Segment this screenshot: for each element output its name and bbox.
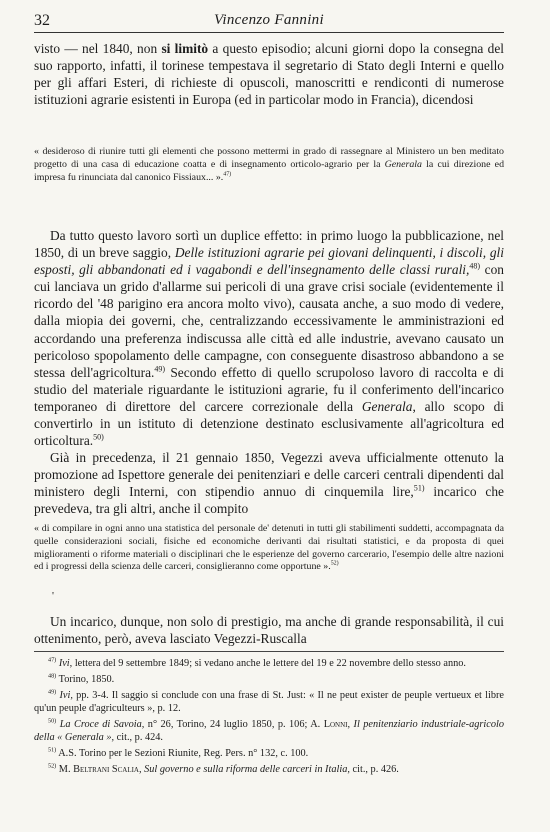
text-run: , allo scopo di convertirlo in un istituto di detenzione destinato esclusivamente all'agricoltura ed orticoltura. — [34, 398, 504, 449]
text-run: pp. 3-4. Il saggio si conclude con una frase di St. Just: « Il ne peut exister de peuple vertueux et libre qu'un peuple d'agriculteurs », p. 12. — [34, 689, 504, 714]
text-run: Un incarico, dunque, non solo di prestigio, ma anche di grande responsabilità, il cui ottenimento, però, aveva lasciato Vegezzi-Ruscalla — [34, 614, 504, 647]
text-run: la cui direzione ed impresa fu rinunciata dal canonico Fissiaux... ». — [34, 158, 505, 183]
text-run: visto — nel 1840, non — [34, 41, 162, 56]
page-number: 32 — [34, 12, 50, 29]
text-run: lettera del 9 settembre 1849; si vedano anche le lettere del 19 e 22 novembre dello stesso anno. — [72, 658, 466, 669]
text-run: Beltrani Scalia — [73, 763, 139, 775]
page-header — [34, 10, 504, 33]
text-run: n° 26, Torino, 24 luglio 1850, p. 106; A. — [144, 718, 324, 730]
text-run: cit., p. 426. — [349, 763, 399, 775]
text-run: Da tutto questo lavoro sortì un duplice effetto: in primo luogo la pubblicazione, nel 1850, di un breve saggio, — [34, 228, 504, 261]
paragraph-1 — [34, 40, 504, 108]
quotation-1 — [34, 146, 504, 184]
footnote-number: 52) — [48, 762, 57, 770]
footnote-51 — [34, 747, 504, 760]
footnote-ref: 47) — [223, 171, 232, 178]
running-head: Vincenzo Fannini — [214, 12, 324, 28]
footnote-number: 48) — [48, 672, 57, 680]
paragraph-2 — [34, 227, 504, 449]
footnote-number: 51) — [48, 746, 57, 754]
footnote-divider — [34, 651, 504, 652]
footnote-48 — [34, 673, 504, 686]
footnote-number: 47) — [48, 656, 57, 664]
footnote-ref: 48) — [469, 261, 481, 271]
footnote-50 — [34, 718, 504, 745]
text-run: La Croce di Savoia, — [59, 718, 145, 730]
text-run: Già in precedenza, il 21 gennaio 1850, Vegezzi aveva ufficialmente ottenuto la promozione ad Ispettore generale dei penitenziari e delle carceri centrali dipendenti dal ministero degli Interni, con stipendio annuo di cinquemila lire, — [34, 450, 504, 500]
stray-mark: ' — [52, 590, 54, 602]
footnote-ref: 51) — [413, 483, 425, 493]
footnote-52 — [34, 763, 504, 776]
footnote-ref: 52) — [330, 561, 339, 568]
paragraph-3 — [34, 449, 504, 517]
text-run: Generala — [361, 398, 413, 414]
text-run: , Sul governo e sulla riforma delle carceri in Italia, — [138, 763, 350, 775]
text-run: M. — [56, 763, 74, 775]
text-run: Secondo effetto di quello scrupoloso lavoro di raccolta e di studio del materiale riguardante le istituzioni agrarie, fu il conferimento dell'incarico temporaneo di direttore del carcere correzionale della — [34, 364, 504, 414]
footnote-number: 50) — [48, 717, 57, 725]
text-run: « desideroso di riunire tutti gli elementi che possono mettermi in grado di rassegnare al Ministero un ben meditato progetto di una casa di educazione coatta e di insegnamento orticolo-agrario per la — [34, 146, 504, 170]
footnote-number: 49) — [48, 688, 57, 696]
footnotes — [34, 657, 504, 779]
text-run: si limitò — [161, 41, 209, 56]
text-run: Torino, 1850. — [56, 673, 115, 685]
text-run: incarico che prevedeva, tra gli altri, anche il compito — [34, 484, 505, 517]
footnote-47 — [34, 657, 504, 670]
quotation-2 — [34, 523, 504, 574]
text-run: , Il penitenziario industriale-agricolo della « Generala », — [34, 718, 504, 744]
text-run: Ivi, — [59, 689, 73, 701]
text-run: « di compilare in ogni anno una statistica del personale de' detenuti in tutti gli stabilimenti suddetti, accompagnata da quelle considerazioni sociali, fisiche ed economiche derivanti dai risultati statistici, e da proposta di quei miglioramenti o riforme materiali o disciplinari che le esperienze del governo carcerario, l'esempio delle altre nazioni ed i progressi della scienza delle carceri, consiglieranno come opportune ». — [34, 523, 504, 573]
text-run: Ivi, — [58, 658, 73, 669]
footnote-ref: 50) — [93, 432, 104, 442]
text-run: Generala — [384, 158, 422, 170]
text-run: cit., p. 424. — [114, 732, 163, 744]
text-run: a questo episodio; alcuni giorni dopo la consegna del suo rapporto, infatti, il torinese tempestava il segretario di Stato degli Interni e quello per gli affari Esteri, di richieste di opuscoli, manoscritti e rendiconti di numerose istituzioni agrarie esistenti in Europa (ed in particolar modo in Francia), dicendosi — [34, 41, 505, 108]
footnote-49 — [34, 689, 504, 716]
text-run: con cui lanciava un grido d'allarme sui pericoli di una grave crisi sociale (evidentemente il ricordo del '48 parigino era ancora molto vivo), causata anche, a suo modo di vedere, dalla miopia dei governi, che, centralizzando eccessivamente le amministrazioni ed accordando una preferenza indiscussa alle città ed alle industrie, avevano causato un pericoloso spopolamento delle campagne, con conseguente disastroso abbandono a se stessa dell'agricoltura. — [34, 262, 504, 380]
text-run: Lonni — [323, 718, 348, 730]
footnote-ref: 49) — [154, 364, 166, 374]
text-run: Delle istituzioni agrarie pei giovani delinquenti, i discoli, gli esposti, gli abbandonati ed i vagabondi e dell'insegnamento delle classi rurali, — [34, 245, 505, 278]
paragraph-4 — [34, 613, 504, 647]
text-run: A.S. Torino per le Sezioni Riunite, Reg. Pers. n° 132, c. 100. — [56, 748, 309, 759]
